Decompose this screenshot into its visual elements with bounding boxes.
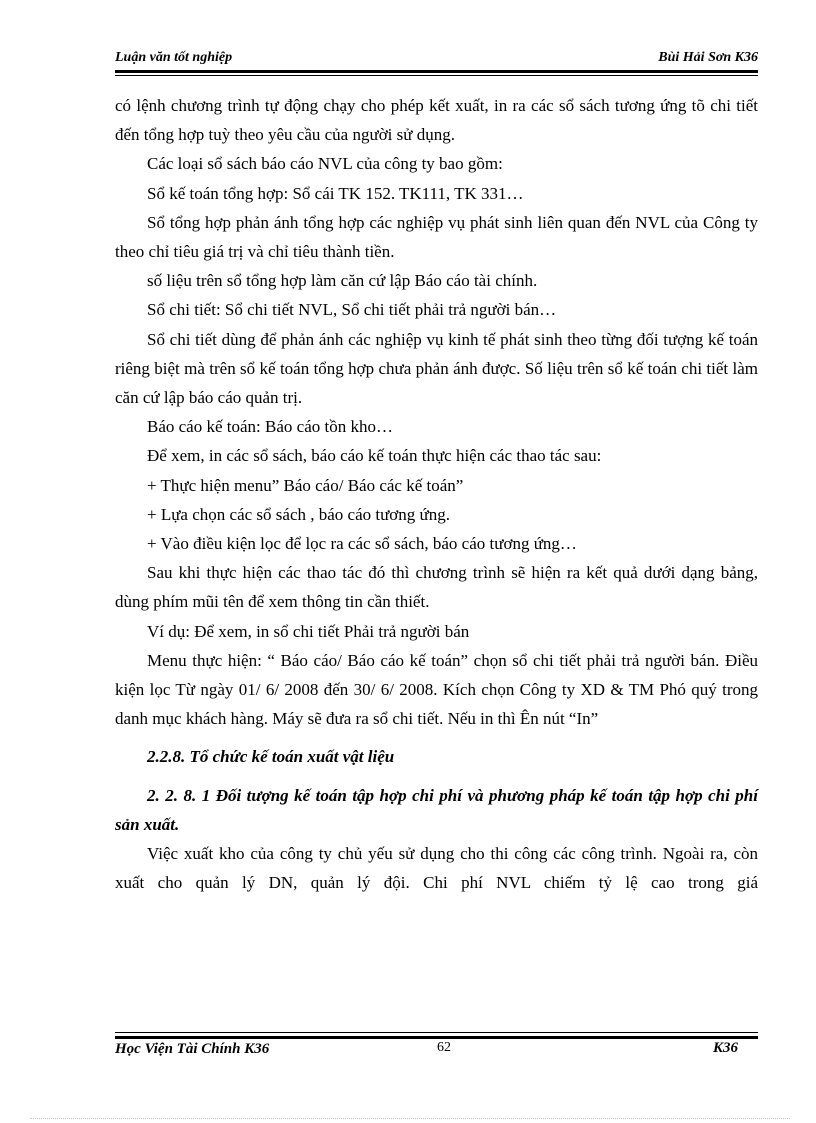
header-rule-thick — [115, 70, 758, 73]
header-rule-thin — [115, 75, 758, 76]
page-edge-dotted-line — [30, 1118, 790, 1119]
paragraph: có lệnh chương trình tự động chạy cho phép kết xuất, in ra các sổ sách tương ứng tõ chi tiết đến tổng hợp tuỳ theo yêu cầu của người sử dụng. — [115, 96, 758, 145]
paragraph: Sổ chi tiết dùng để phản ánh các nghiệp vụ kinh tế phát sinh theo từng đối tượng kế toán riêng biệt mà trên sổ kế toán tổng hợp chưa phản ánh được. Số liệu trên sổ kế toán chi tiết làm căn cứ lập báo cáo quản trị. — [115, 329, 758, 408]
footer-rule-thick — [115, 1036, 758, 1039]
paragraph: Sổ kế toán tổng hợp: Sổ cái TK 152. TK111, TK 331… — [147, 183, 524, 203]
page-number: 62 — [437, 1040, 451, 1055]
header-thesis-title: Luận văn tốt nghiệp — [115, 50, 233, 65]
paragraph: Sổ tổng hợp phản ánh tổng hợp các nghiệp vụ phát sinh liên quan đến NVL của Công ty theo chỉ tiêu giá trị và chỉ tiêu thành tiền. — [115, 212, 758, 262]
paragraph: số liệu trên sổ tổng hợp làm căn cứ lập Báo cáo tài chính. — [147, 271, 538, 291]
list-item: + Thực hiện menu” Báo cáo/ Báo các kế toán” — [147, 475, 464, 495]
paragraph: Sổ chi tiết: Sổ chi tiết NVL, Sổ chi tiết phải trả người bán… — [147, 300, 557, 320]
paragraph: Báo cáo kế toán: Báo cáo tồn kho… — [147, 417, 393, 437]
paragraph: Menu thực hiện: “ Báo cáo/ Báo cáo kế toán” chọn sổ chi tiết phải trả người bán. Điều kiện lọc Từ ngày 01/ 6/ 2008 đến 30/ 6/ 2008. Kích chọn Công ty XD & TM Phó quý trong danh mục khách hàng. Máy sẽ đưa ra sổ chi tiết. Nếu in thì Ên nút “In” — [115, 650, 758, 729]
paragraph: Sau khi thực hiện các thao tác đó thì chương trình sẽ hiện ra kết quả dưới dạng bảng, dùng phím mũi tên để xem thông tin cần thiết. — [115, 563, 758, 612]
footer-institution: Học Viện Tài Chính K36 — [115, 1041, 270, 1057]
section-heading: 2.2.8. Tổ chức kế toán xuất vật liệu — [147, 747, 395, 767]
paragraph: Ví dụ: Để xem, in sổ chi tiết Phải trả người bán — [147, 621, 470, 641]
paragraph: Các loại sổ sách báo cáo NVL của công ty bao gồm: — [147, 154, 503, 174]
paragraph: Việc xuất kho của công ty chủ yếu sử dụng cho thi công các công trình. Ngoài ra, còn xuất cho quản lý DN, quản lý đội. Chi phí NVL chiếm tỷ lệ cao trong giá — [115, 844, 758, 893]
page-body — [115, 91, 758, 927]
paragraph: Để xem, in các sổ sách, báo cáo kế toán thực hiện các thao tác sau: — [147, 446, 602, 466]
list-item: + Vào điều kiện lọc để lọc ra các sổ sách, báo cáo tương ứng… — [147, 534, 577, 554]
page-header — [115, 50, 758, 68]
footer-rule-thin — [115, 1032, 758, 1033]
footer-class: K36 — [712, 1040, 738, 1056]
header-author: Bùi Hải Sơn K36 — [658, 50, 758, 65]
list-item: + Lựa chọn các sổ sách , báo cáo tương ứng. — [147, 504, 451, 524]
subsection-heading: 2. 2. 8. 1 Đối tượng kế toán tập hợp chi phí và phương pháp kế toán tập hợp chi phí sản xuất. — [115, 785, 758, 834]
